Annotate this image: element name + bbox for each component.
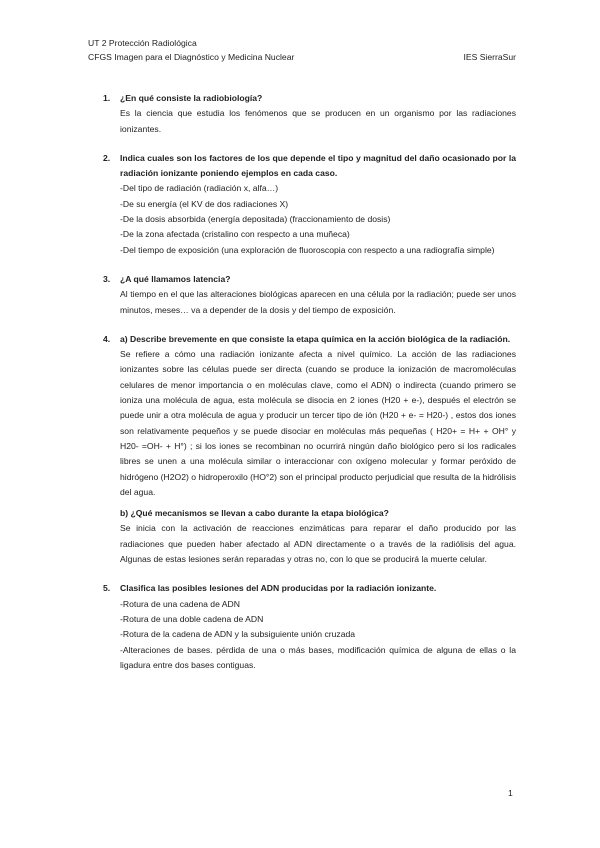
question-5 [103,581,516,673]
header-course: UT 2 Protección Radiológica [88,38,197,48]
page-number: 1 [508,788,513,798]
list-item: -Del tiempo de exposición (una exploración de fluoroscopia con respecto a una radiografía simple) [120,244,495,255]
list-item: -Rotura de una doble cadena de ADN [120,613,264,624]
document-body [103,91,516,673]
header-school: IES SierraSur [463,51,516,62]
question-number: 3. [103,273,111,284]
question-title: ¿En qué consiste la radiobiología? [120,93,263,103]
list-item: -Del tipo de radiación (radiación x, alfa…) [120,183,279,194]
question-title-b: b) ¿Qué mecanismos se llevan a cabo durante la etapa biológica? [120,508,389,519]
answer-text-b: Se inicia con la activación de reacciones enzimáticas para reparar el daño producido por las radiaciones que pueden haber afectado al ADN directamente o a través de la radiólisis del agua. Algunas de estas lesiones serán reparadas y otras no, con lo que se producirá la muerte celular. [120,523,516,565]
list-item: -De la zona afectada (cristalino con respecto a una muñeca) [120,229,350,240]
question-2 [103,151,516,258]
question-title: Indica cuales son los factores de los que depende el tipo y magnitud del daño ocasionado por la radiación ionizante poniendo ejemplos en cada caso. [120,152,516,179]
list-item: -De su energía (el KV de dos radiaciones X) [120,198,289,209]
question-4 [103,332,516,567]
question-title: Clasifica las posibles lesiones del ADN producidas por la radiación ionizante. [120,583,437,594]
list-item: -De la dosis absorbida (energía depositada) (fraccionamiento de dosis) [120,214,391,225]
answer-text-a: Se refiere a cómo una radiación ionizante afecta a nivel químico. La acción de las radiaciones ionizantes sobre las células puede ser directa (cuando se produce la ionización de macromoléculas celulares de menor importancia o en moléculas clave, como el ADN) o indirecta (cuando primero se ioniza una molécula de agua, esta molécula se disocia en 2 iones (H20 + e-), después el electrón se puede unir a otra molécula de agua y producir un tercer tipo de ión (H20 + e- = H20-) , estos dos iones son relativamente pequeños y se puede disociar en moléculas más pequeñas ( H20+ = H+ + OH° y H20- =OH- + H°) ; si los iones se recombinan no ocurrirá ningún daño biológico pero si los radicales libres se unen a una molécula similar o interaccionar con oxígeno molecular y formar peróxido de hidrógeno (H2O2) o hidroperoxilo (HO°2) son el principal producto perjudicial que resulta de la hidrólisis del agua. [120,349,516,497]
question-number: 1. [103,93,111,103]
question-number: 2. [103,152,111,163]
question-title-a: a) Describe brevemente en que consiste la etapa química en la acción biológica de la radiación. [120,333,511,344]
list-item: -Alteraciones de bases. pérdida de una o más bases, modificación química de alguna de ellas o la ligadura entre dos bases contiguas. [120,644,516,670]
header-program: CFGS Imagen para el Diagnóstico y Medicina Nuclear [88,51,295,62]
question-1 [103,91,516,137]
question-3 [103,272,516,318]
question-title: ¿A qué llamamos latencia? [120,273,231,284]
list-item: -Rotura de la cadena de ADN y la subsiguiente unión cruzada [120,629,356,640]
header-row [88,51,516,65]
question-number: 4. [103,333,111,344]
answer-text: Es la ciencia que estudia los fenómenos que se producen en un organismo por las radiaciones ionizantes. [120,108,516,134]
page-header [88,37,516,64]
list-item: -Rotura de una cadena de ADN [120,598,240,609]
question-number: 5. [103,583,111,594]
answer-text: Al tiempo en el que las alteraciones biológicas aparecen en una célula por la radiación; puede ser unos minutos, meses… va a depender de la dosis y del tiempo de exposición. [120,289,516,315]
